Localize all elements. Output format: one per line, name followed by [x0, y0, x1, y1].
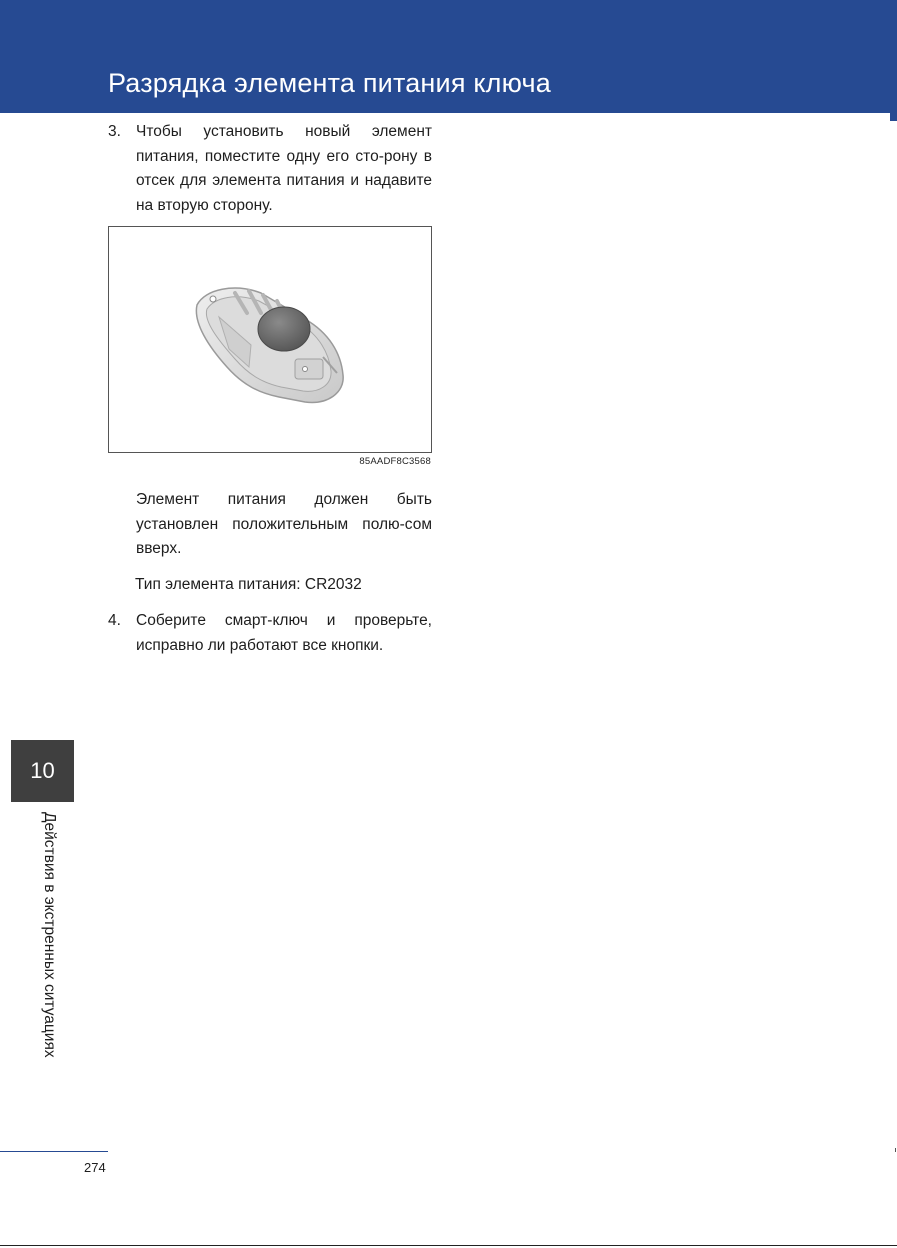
- step-number: 3.: [108, 123, 121, 140]
- battery-type-spec: Тип элемента питания: CR2032: [135, 576, 362, 593]
- header-edge-accent: [890, 113, 897, 121]
- figure-code: 85AADF8C3568: [359, 456, 431, 467]
- footer-rule: [0, 1151, 108, 1152]
- smart-key-battery-compartment-icon: [109, 227, 431, 452]
- chapter-title-vertical: Действия в экстренных ситуациях: [41, 812, 58, 1058]
- footer-tick: [895, 1148, 896, 1152]
- step-text: Чтобы установить новый элемент питания, поместите одну его сто-рону в отсек для элемента питания и надавите на вторую сторону.: [136, 123, 432, 214]
- battery-install-figure: [108, 226, 432, 453]
- step-number: 4.: [108, 612, 121, 629]
- page-header: [0, 0, 897, 113]
- battery-polarity-note: Элемент питания должен быть установлен положительным полю-сом вверх.: [136, 491, 432, 557]
- step-text: Соберите смарт-ключ и проверьте, исправно ли работают все кнопки.: [136, 612, 432, 654]
- bottom-rule: [0, 1245, 897, 1246]
- step-4: [108, 609, 432, 658]
- step-3: [108, 120, 432, 218]
- page-title: Разрядка элемента питания ключа: [108, 68, 551, 98]
- page-number: 274: [84, 1160, 106, 1175]
- chapter-tab: 10: [11, 740, 74, 802]
